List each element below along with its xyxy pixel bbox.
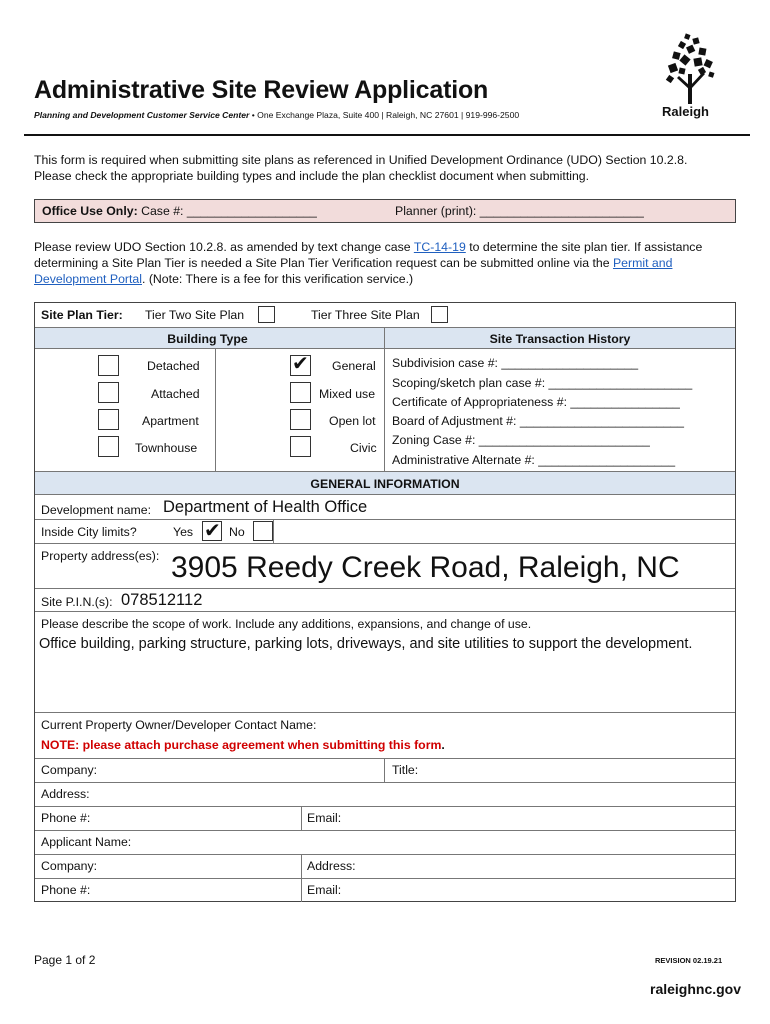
row-divider xyxy=(35,806,735,807)
building-type-header: Building Type xyxy=(167,332,248,346)
yes-label: Yes xyxy=(173,525,194,539)
tier-two-label: Tier Two Site Plan xyxy=(145,308,245,322)
row-divider xyxy=(35,543,735,544)
domain-footer: raleighnc.gov xyxy=(650,981,742,997)
detached-label: Detached xyxy=(147,359,200,373)
detached-checkbox[interactable] xyxy=(98,355,119,376)
cell-divider xyxy=(301,806,302,830)
scoping-plan-case-field[interactable]: Scoping/sketch plan case #: _____________________ xyxy=(392,376,693,390)
site-pin-value[interactable]: 078512112 xyxy=(121,591,203,609)
row-divider xyxy=(35,782,735,783)
attached-checkbox[interactable] xyxy=(98,382,119,403)
form-title: Administrative Site Review Application xyxy=(34,76,489,104)
row-divider xyxy=(35,878,735,879)
office-case: Office Use Only: Case #: ___________________ xyxy=(42,204,317,218)
row-divider xyxy=(35,758,735,759)
tc-14-19-link[interactable]: TC-14-19 xyxy=(413,240,466,254)
permit-portal-link[interactable]: Permit and Development Portal xyxy=(34,256,673,286)
form-subtitle: Planning and Development Customer Service Center • One Exchange Plaza, Suite 400 | Raleigh, NC 27601 | 919-996-2500 xyxy=(34,110,520,120)
city-limits-no-checkbox[interactable] xyxy=(253,521,273,541)
row-divider xyxy=(35,611,735,612)
open-lot-checkbox[interactable] xyxy=(290,409,311,430)
city-limits-yes-checkbox[interactable] xyxy=(202,521,222,541)
townhouse-label: Townhouse xyxy=(135,441,198,455)
intro-paragraph: This form is required when submitting site plans as referenced in Unified Development Ordinance (UDO) Section 10.2.8. Please check the appropriate building types and include the plan checklist document when submitting. xyxy=(34,153,688,183)
header-divider xyxy=(24,134,750,136)
applicant-address-label[interactable]: Address: xyxy=(307,859,356,873)
row-divider xyxy=(35,588,735,589)
apartment-label: Apartment xyxy=(142,414,199,428)
scope-label: Please describe the scope of work. Include any additions, expansions, and change of use. xyxy=(41,617,532,631)
column-divider xyxy=(384,327,385,471)
cell-divider xyxy=(273,519,274,543)
civic-label: Civic xyxy=(350,441,377,455)
applicant-company-label[interactable]: Company: xyxy=(41,859,98,873)
office-use-bar xyxy=(34,199,736,223)
city-limits-label: Inside City limits? xyxy=(41,525,137,539)
row-divider xyxy=(35,712,735,713)
townhouse-checkbox[interactable] xyxy=(98,436,119,457)
checkmark-icon: ✔ xyxy=(204,520,221,542)
company-label[interactable]: Company: xyxy=(41,763,98,777)
checkmark-icon: ✔ xyxy=(292,353,309,375)
purchase-agreement-note: NOTE: please attach purchase agreement when submitting this form. xyxy=(41,738,445,752)
property-address-value[interactable]: 3905 Reedy Creek Road, Raleigh, NC xyxy=(171,551,680,584)
attached-label: Attached xyxy=(151,387,200,401)
owner-email-label[interactable]: Email: xyxy=(307,811,342,825)
no-label: No xyxy=(229,525,245,539)
revision-label: REVISION 02.19.21 xyxy=(655,956,723,965)
development-name-value[interactable]: Department of Health Office xyxy=(163,498,368,516)
mixed-use-label: Mixed use xyxy=(319,387,376,401)
scope-value[interactable]: Office building, parking structure, parking lots, driveways, and site utilities to support the development. xyxy=(39,636,693,652)
office-planner: Planner (print): ________________________ xyxy=(395,204,644,218)
raleigh-logo-text: Raleigh xyxy=(662,104,709,119)
tier-two-checkbox[interactable] xyxy=(258,306,275,323)
applicant-name-label[interactable]: Applicant Name: xyxy=(41,835,132,849)
general-label: General xyxy=(332,359,376,373)
building-type-divider xyxy=(215,349,216,471)
applicant-email-label[interactable]: Email: xyxy=(307,883,342,897)
title-label[interactable]: Title: xyxy=(392,763,419,777)
administrative-alternate-field[interactable]: Administrative Alternate #: ____________________ xyxy=(392,453,676,467)
development-name-label: Development name: xyxy=(41,503,152,517)
site-pin-label: Site P.I.N.(s): xyxy=(41,595,113,609)
general-info-band xyxy=(35,471,735,495)
page-number: Page 1 of 2 xyxy=(34,953,96,967)
general-checkbox[interactable] xyxy=(290,355,311,376)
property-address-label: Property address(es): xyxy=(41,549,160,563)
mixed-use-checkbox[interactable] xyxy=(290,382,311,403)
cell-divider xyxy=(384,758,385,782)
row-divider xyxy=(35,830,735,831)
open-lot-label: Open lot xyxy=(329,414,376,428)
tier-label: Site Plan Tier: xyxy=(41,308,123,322)
row-divider xyxy=(35,854,735,855)
applicant-phone-label[interactable]: Phone #: xyxy=(41,883,91,897)
general-info-header: GENERAL INFORMATION xyxy=(310,477,460,491)
review-paragraph: Please review UDO Section 10.2.8. as amended by text change case TC-14-19 to determine the site plan tier. If assistance determining a Site Plan Tier is needed a Site Plan Tier Verification request can be submitted online via the Permit and Development Portal. (Note: There is a fee for this verification service.) xyxy=(34,240,703,286)
tier-three-label: Tier Three Site Plan xyxy=(311,308,420,322)
owner-phone-label[interactable]: Phone #: xyxy=(41,811,91,825)
transaction-history-header: Site Transaction History xyxy=(489,332,631,346)
application-form xyxy=(34,302,736,902)
row-divider xyxy=(35,519,735,520)
subdivision-case-field[interactable]: Subdivision case #: ____________________ xyxy=(392,356,639,370)
tier-three-checkbox[interactable] xyxy=(431,306,448,323)
section-header-band xyxy=(35,327,735,349)
owner-contact-label: Current Property Owner/Developer Contact Name: xyxy=(41,718,317,732)
civic-checkbox[interactable] xyxy=(290,436,311,457)
zoning-case-field[interactable]: Zoning Case #: _________________________ xyxy=(392,433,650,447)
apartment-checkbox[interactable] xyxy=(98,409,119,430)
certificate-appropriateness-field[interactable]: Certificate of Appropriateness #: ________________ xyxy=(392,395,680,409)
owner-address-label[interactable]: Address: xyxy=(41,787,90,801)
board-adjustment-field[interactable]: Board of Adjustment #: ________________________ xyxy=(392,414,684,428)
